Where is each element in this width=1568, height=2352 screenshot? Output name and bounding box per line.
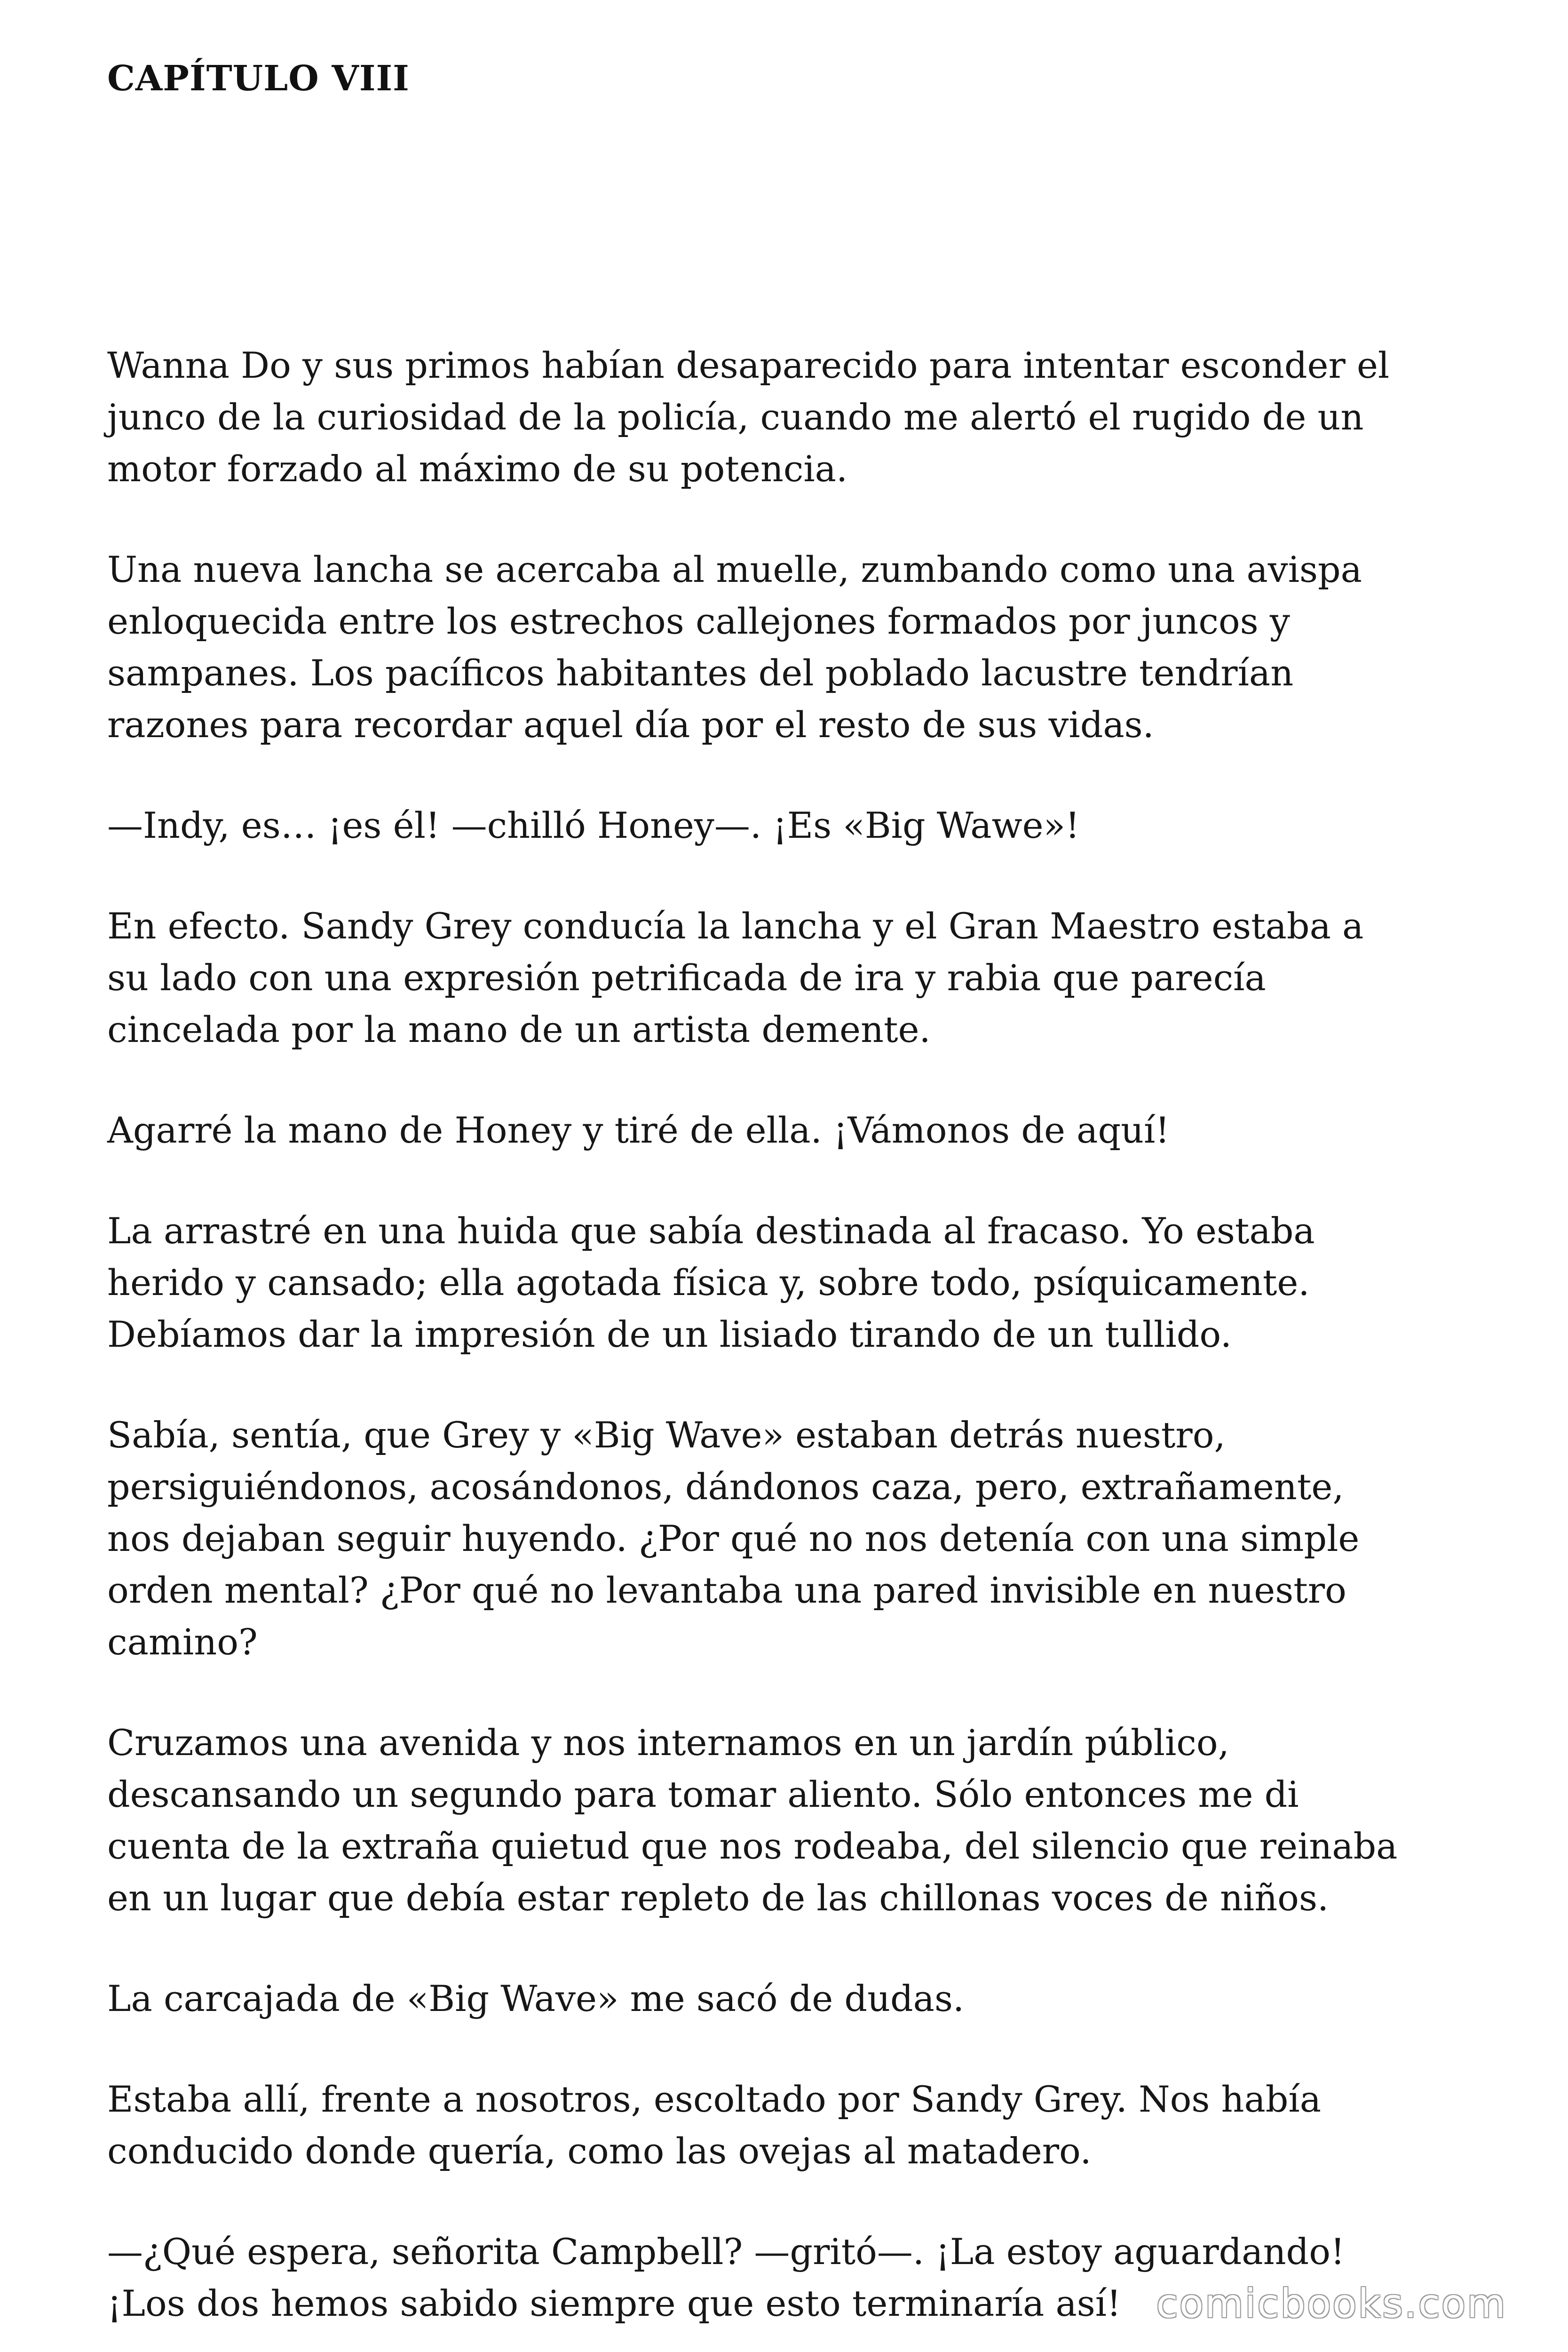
text-line: Agarré la mano de Honey y tiré de ella. ¡Vámonos de aquí! (107, 1109, 1170, 1151)
text-line: orden mental? ¿Por qué no levantaba una pared invisible en nuestro (107, 1569, 1346, 1611)
text-line: descansando un segundo para tomar aliento. Sólo entonces me di (107, 1773, 1299, 1815)
paragraph (107, 1104, 1476, 1156)
paragraph (107, 1973, 1476, 2025)
text-line: Cruzamos una avenida y nos internamos en un jardín público, (107, 1722, 1229, 1764)
text-line: La arrastré en una huida que sabía destinada al fracaso. Yo estaba (107, 1210, 1315, 1252)
text-line: sampanes. Los pacíficos habitantes del poblado lacustre tendrían (107, 652, 1294, 694)
chapter-body (107, 340, 1476, 2329)
paragraph (107, 1409, 1476, 1668)
paragraph (107, 544, 1476, 751)
text-line: enloquecida entre los estrechos callejones formados por juncos y (107, 600, 1290, 642)
text-line: cincelada por la mano de un artista demente. (107, 1009, 931, 1050)
paragraph (107, 2074, 1476, 2177)
text-line: ¡Los dos hemos sabido siempre que esto terminaría así! (107, 2282, 1121, 2324)
text-line: En efecto. Sandy Grey conducía la lancha y el Gran Maestro estaba a (107, 905, 1364, 947)
text-line: La carcajada de «Big Wave» me sacó de dudas. (107, 1978, 965, 2019)
watermark-logo: comicbooks.com (1156, 2280, 1507, 2327)
text-line: su lado con una expresión petrificada de ira y rabia que parecía (107, 957, 1266, 999)
text-line: Estaba allí, frente a nosotros, escoltado por Sandy Grey. Nos había (107, 2078, 1322, 2120)
text-line: —¿Qué espera, señorita Campbell? —gritó—. ¡La estoy aguardando! (107, 2231, 1345, 2273)
text-line: razones para recordar aquel día por el resto de sus vidas. (107, 704, 1154, 746)
paragraph (107, 1717, 1476, 1924)
text-line: herido y cansado; ella agotada física y, sobre todo, psíquicamente. (107, 1262, 1310, 1303)
text-line: conducido donde quería, como las ovejas al matadero. (107, 2130, 1092, 2172)
chapter-title: CAPÍTULO VIII (107, 58, 410, 99)
text-line: —Indy, es… ¡es él! —chilló Honey—. ¡Es «Big Wawe»! (107, 804, 1080, 846)
text-line: Wanna Do y sus primos habían desaparecido para intentar esconder el (107, 344, 1390, 386)
text-line: nos dejaban seguir huyendo. ¿Por qué no nos detenía con una simple (107, 1518, 1360, 1559)
paragraph (107, 340, 1476, 495)
text-line: Una nueva lancha se acercaba al muelle, zumbando como una avispa (107, 548, 1362, 590)
paragraph (107, 1205, 1476, 1360)
text-line: en un lugar que debía estar repleto de las chillonas voces de niños. (107, 1877, 1329, 1919)
text-line: cuenta de la extraña quietud que nos rodeaba, del silencio que reinaba (107, 1825, 1398, 1867)
paragraph (107, 900, 1476, 1056)
text-line: camino? (107, 1621, 258, 1663)
paragraph (107, 800, 1476, 851)
text-line: Debíamos dar la impresión de un lisiado tirando de un tullido. (107, 1313, 1232, 1355)
text-line: persiguiéndonos, acosándonos, dándonos caza, pero, extrañamente, (107, 1466, 1344, 1508)
text-line: Sabía, sentía, que Grey y «Big Wave» estaban detrás nuestro, (107, 1414, 1226, 1456)
text-line: motor forzado al máximo de su potencia. (107, 448, 848, 490)
text-line: junco de la curiosidad de la policía, cuando me alertó el rugido de un (107, 396, 1364, 438)
